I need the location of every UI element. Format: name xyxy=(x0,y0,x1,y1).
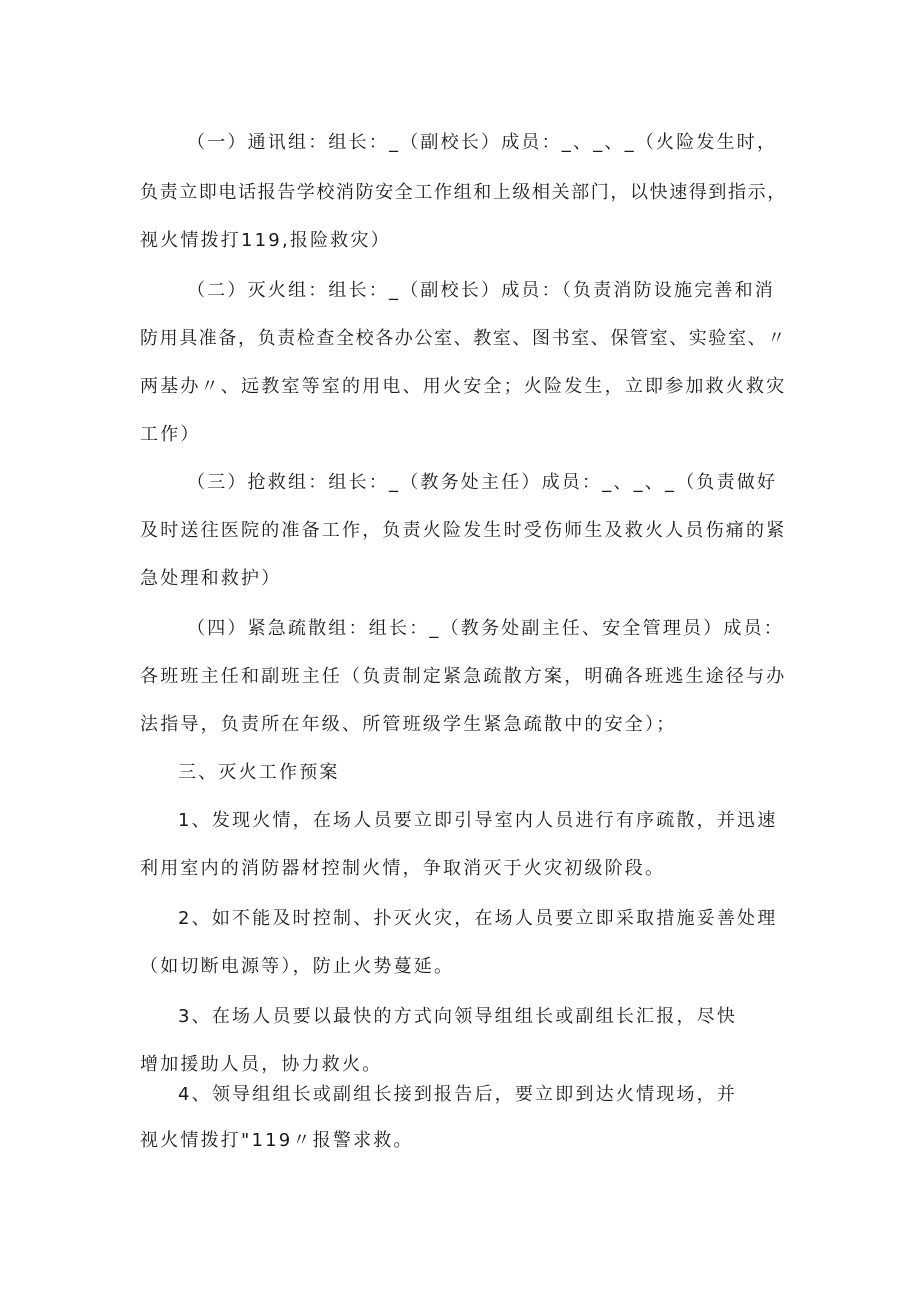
text-line: 各班班主任和副班主任（负责制定紧急疏散方案，明确各班逃生途径与办 xyxy=(140,666,787,687)
text-line: （一）通讯组：组长：_（副校长）成员：_、_、_（火险发生时， xyxy=(187,132,778,153)
text-line: 及时送往医院的准备工作，负责火险发生时受伤师生及救火人员伤痛的紧 xyxy=(140,520,787,541)
text-line: 负责立即电话报告学校消防安全工作组和上级相关部门，以快速得到指示， xyxy=(140,182,787,203)
text-line: 1、发现火情，在场人员要立即引导室内人员进行有序疏散，并迅速 xyxy=(178,810,778,831)
text-line: 增加援助人员，协力救火。 xyxy=(140,1054,383,1075)
text-line: 利用室内的消防器材控制火情，争取消灭于火灾初级阶段。 xyxy=(140,858,666,879)
text-line: 急处理和救护） xyxy=(140,568,282,589)
text-line: 法指导，负责所在年级、所管班级学生紧急疏散中的安全）； xyxy=(140,714,677,735)
text-line: （如切断电源等），防止火势蔓延。 xyxy=(140,956,455,977)
text-line: 两基办〃、远教室等室的用电、用火安全；火险发生，立即参加救火救灾 xyxy=(140,376,787,397)
text-line: （三）抢救组：组长：_（教务处主任）成员：_、_、_（负责做好 xyxy=(187,472,778,493)
text-line: 3、在场人员要以最快的方式向领导组组长或副组长汇报，尽快 xyxy=(178,1006,738,1027)
text-line: 2、如不能及时控制、扑灭火灾，在场人员要立即采取措施妥善处理 xyxy=(178,908,778,929)
text-line: 视火情拨打119,报险救灾） xyxy=(140,230,391,251)
text-line: 工作） xyxy=(140,424,201,445)
text-line: （四）紧急疏散组：组长：_（教务处副主任、安全管理员）成员： xyxy=(187,618,784,639)
text-line: （二）灭火组：组长：_（副校长）成员：（负责消防设施完善和消 xyxy=(187,280,775,301)
text-line: 4、领导组组长或副组长接到报告后，要立即到达火情现场，并 xyxy=(178,1084,738,1105)
section-heading: 三、灭火工作预案 xyxy=(178,762,340,783)
text-line: 视火情拨打"119〃报警求救。 xyxy=(140,1130,414,1151)
text-line: 防用具准备，负责检查全校各办公室、教室、图书室、保管室、实验室、〃 xyxy=(140,328,787,349)
